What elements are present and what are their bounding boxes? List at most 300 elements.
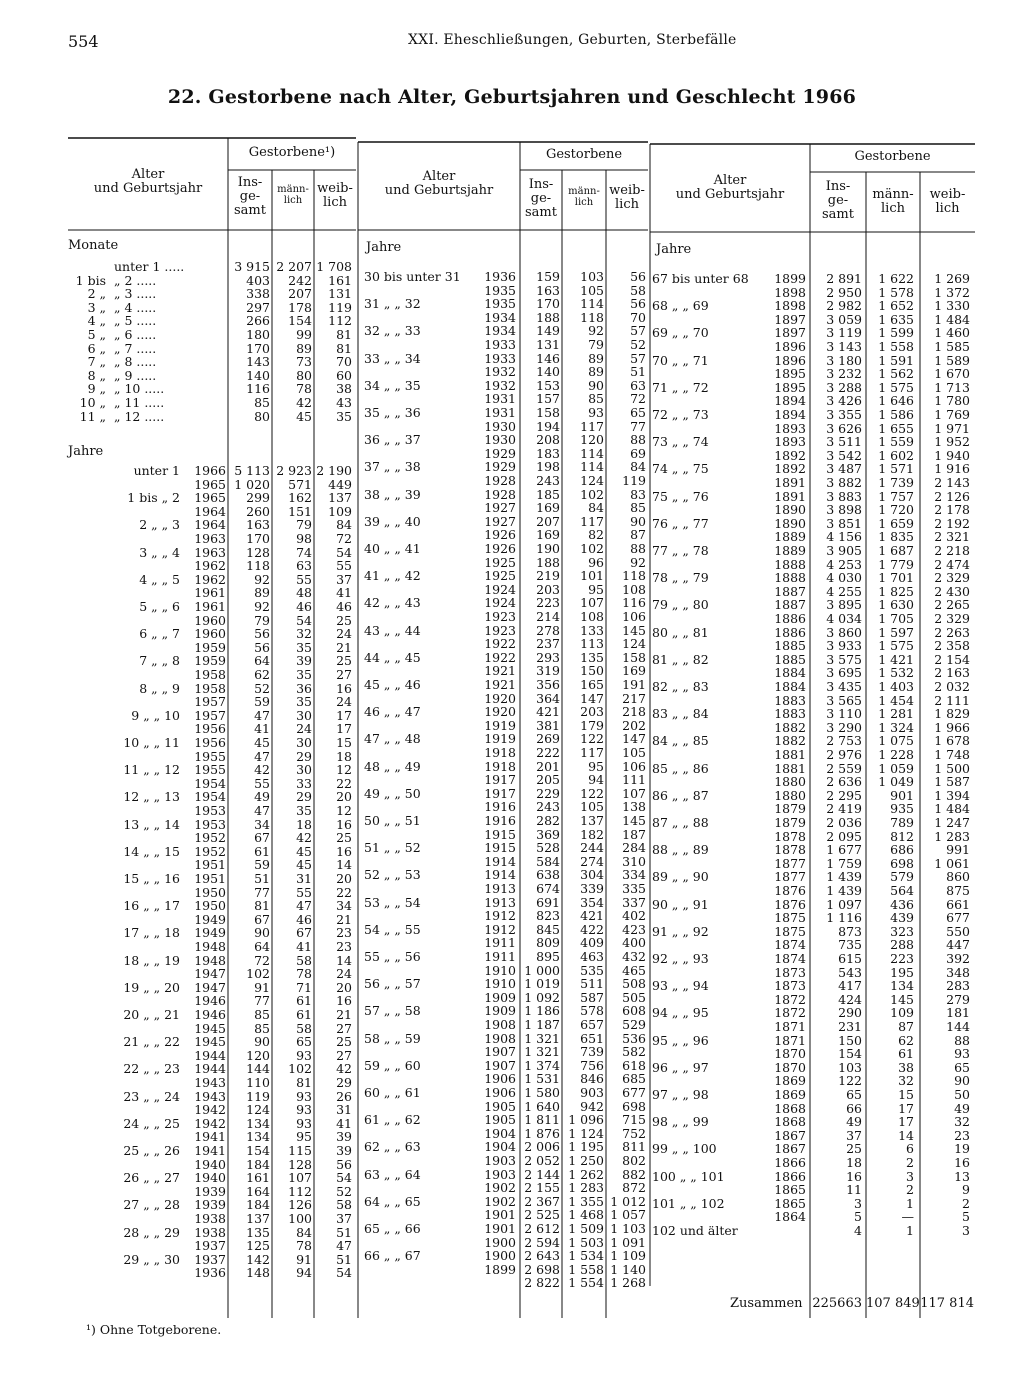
age-group: 81 „ „ 82 bbox=[652, 651, 709, 667]
male-cell: 6 bbox=[906, 1141, 914, 1157]
total-cell: 90 bbox=[254, 1034, 270, 1050]
total-cell: 3 288 bbox=[826, 379, 862, 395]
birth-year: 1893 bbox=[774, 434, 806, 450]
male-cell: 564 bbox=[890, 883, 914, 898]
birth-year: 1955 bbox=[194, 748, 226, 764]
total-cell: 3 933 bbox=[826, 638, 862, 654]
female-cell: 2 154 bbox=[934, 651, 970, 667]
table-row bbox=[358, 950, 648, 964]
male-cell: 1 558 bbox=[568, 1261, 604, 1277]
total-cell: 1 092 bbox=[524, 989, 560, 1005]
age-group: 99 „ „ 100 bbox=[652, 1141, 717, 1157]
table-row bbox=[650, 748, 975, 762]
male-cell: 1 532 bbox=[878, 665, 914, 681]
birth-year: 1918 bbox=[484, 745, 516, 760]
age-group: 55 „ „ 56 bbox=[364, 949, 421, 964]
male-cell: 135 bbox=[580, 649, 604, 665]
age-group: 27 „ „ 28 bbox=[123, 1197, 180, 1213]
male-cell: 117 bbox=[580, 513, 604, 529]
birth-year: 1872 bbox=[774, 991, 806, 1007]
total-cell: 2 525 bbox=[524, 1207, 560, 1223]
female-cell: 283 bbox=[946, 978, 970, 994]
total-cell: 1 439 bbox=[826, 869, 862, 885]
female-cell: 202 bbox=[622, 717, 646, 733]
female-cell: 447 bbox=[946, 937, 970, 953]
total-male: 107 849 bbox=[866, 1296, 920, 1311]
female-cell: 2 032 bbox=[934, 679, 970, 694]
male-cell: 2 923 bbox=[276, 463, 312, 478]
age-group: 96 „ „ 97 bbox=[652, 1059, 709, 1075]
table-row bbox=[650, 734, 975, 748]
male-cell: 182 bbox=[580, 826, 604, 842]
total-cell: 3 575 bbox=[826, 651, 862, 667]
male-cell: 151 bbox=[288, 503, 312, 519]
table-row bbox=[650, 1047, 975, 1061]
table-row bbox=[650, 422, 975, 436]
birth-year: 1887 bbox=[774, 583, 806, 599]
male-cell: 95 bbox=[588, 758, 604, 774]
section-years: Jahre bbox=[366, 240, 402, 255]
total-cell: 184 bbox=[246, 1197, 270, 1213]
female-cell: 698 bbox=[622, 1098, 646, 1114]
birth-year: 1877 bbox=[774, 869, 806, 885]
total-cell: 2 982 bbox=[826, 298, 862, 314]
female-cell: 16 bbox=[336, 816, 352, 832]
age-group: 9 „ „ 10 bbox=[131, 707, 180, 723]
male-cell: 935 bbox=[890, 801, 914, 817]
female-cell: 88 bbox=[630, 432, 646, 448]
male-cell: 1 655 bbox=[878, 420, 914, 436]
birth-year: 1961 bbox=[194, 585, 226, 601]
total-cell: 2 753 bbox=[826, 733, 862, 749]
female-cell: 88 bbox=[630, 541, 646, 556]
female-cell: 1 769 bbox=[934, 407, 970, 422]
birth-year: 1871 bbox=[774, 1032, 806, 1048]
birth-year: 1870 bbox=[774, 1046, 806, 1062]
male-cell: 65 bbox=[296, 1034, 312, 1050]
male-cell: 1 262 bbox=[568, 1166, 604, 1182]
table-row bbox=[358, 583, 648, 597]
total-cell: 3 915 bbox=[234, 259, 270, 274]
female-cell: 310 bbox=[622, 853, 646, 869]
birth-year: 1956 bbox=[194, 721, 226, 737]
total-cell: 421 bbox=[536, 704, 560, 720]
female-cell: 49 bbox=[954, 1100, 970, 1116]
age-group: 13 „ „ 14 bbox=[123, 816, 180, 832]
age-group: 62 „ „ 63 bbox=[364, 1139, 421, 1155]
female-cell: 802 bbox=[622, 1153, 646, 1168]
birth-year: 1876 bbox=[774, 896, 806, 912]
table-row bbox=[68, 1144, 356, 1158]
header-age: Alter und Geburtsjahr bbox=[384, 169, 494, 198]
birth-year: 1941 bbox=[194, 1129, 226, 1145]
total-cell: 3 180 bbox=[826, 352, 862, 368]
female-cell: 1 372 bbox=[934, 284, 970, 300]
birth-year: 1959 bbox=[194, 639, 226, 655]
total-cell: 4 253 bbox=[826, 556, 862, 572]
total-cell: 3 119 bbox=[826, 325, 862, 341]
birth-year: 1920 bbox=[484, 704, 516, 720]
female-cell: 392 bbox=[946, 951, 970, 966]
age-to: „ 8 ..... bbox=[114, 354, 157, 370]
male-cell: 61 bbox=[898, 1046, 914, 1062]
birth-year: 1947 bbox=[194, 966, 226, 982]
male-cell: 1 509 bbox=[568, 1221, 604, 1236]
female-cell: 618 bbox=[622, 1057, 646, 1073]
female-cell: 87 bbox=[630, 527, 646, 543]
birth-year: 1934 bbox=[484, 309, 516, 325]
male-cell: 1 554 bbox=[568, 1275, 604, 1291]
male-cell: 36 bbox=[296, 680, 312, 696]
total-cell: 59 bbox=[254, 857, 270, 873]
female-cell: 116 bbox=[622, 595, 646, 611]
age-group: 57 „ „ 58 bbox=[364, 1003, 421, 1019]
male-cell: 1 bbox=[906, 1195, 914, 1211]
male-cell: 54 bbox=[296, 612, 312, 628]
birth-year: 1899 bbox=[484, 1261, 516, 1277]
male-cell: 63 bbox=[296, 558, 312, 574]
birth-year: 1928 bbox=[484, 486, 516, 502]
total-cell: 203 bbox=[536, 581, 560, 597]
male-cell: 1 630 bbox=[878, 597, 914, 613]
age-group: 100 „ „ 101 bbox=[652, 1168, 725, 1184]
birth-year: 1877 bbox=[774, 855, 806, 871]
birth-year: 1890 bbox=[774, 502, 806, 518]
male-cell: 901 bbox=[890, 787, 914, 803]
table-row bbox=[68, 641, 356, 655]
table-row bbox=[68, 899, 356, 913]
female-cell: 2 126 bbox=[934, 488, 970, 504]
male-cell: 1 403 bbox=[878, 679, 914, 694]
age-group: 32 „ „ 33 bbox=[364, 323, 421, 339]
birth-year: 1938 bbox=[194, 1224, 226, 1240]
total-cell: 72 bbox=[254, 952, 270, 968]
birth-year: 1889 bbox=[774, 529, 806, 545]
birth-year: 1923 bbox=[484, 622, 516, 638]
total-cell: 4 030 bbox=[826, 570, 862, 586]
male-cell: 109 bbox=[890, 1005, 914, 1021]
male-cell: 67 bbox=[296, 925, 312, 941]
female-cell: 12 bbox=[336, 762, 352, 778]
male-cell: 178 bbox=[288, 299, 312, 315]
total-cell: 243 bbox=[536, 473, 560, 488]
table-row bbox=[650, 694, 975, 708]
table-row bbox=[358, 705, 648, 719]
table-row bbox=[650, 830, 975, 844]
table-row bbox=[358, 515, 648, 529]
table-row bbox=[358, 1276, 648, 1290]
table-row bbox=[68, 790, 356, 804]
age-to: „ 4 ..... bbox=[114, 299, 157, 315]
total-cell: 229 bbox=[536, 785, 560, 801]
birth-year: 1957 bbox=[194, 707, 226, 723]
table-row bbox=[68, 736, 356, 750]
table-row bbox=[68, 1035, 356, 1049]
female-cell: 1 713 bbox=[934, 379, 970, 395]
total-cell: 153 bbox=[536, 377, 560, 393]
table-row bbox=[68, 1253, 356, 1267]
total-cell: 140 bbox=[246, 367, 270, 383]
birth-year: 1895 bbox=[774, 366, 806, 382]
birth-year: 1951 bbox=[194, 857, 226, 873]
birth-year: 1893 bbox=[774, 420, 806, 436]
female-cell: 24 bbox=[336, 626, 352, 642]
male-cell: 45 bbox=[296, 857, 312, 873]
total-cell: 116 bbox=[246, 381, 270, 397]
female-cell: 1 269 bbox=[934, 271, 970, 286]
birth-year: 1881 bbox=[774, 747, 806, 762]
birth-year: 1874 bbox=[774, 937, 806, 953]
table-row bbox=[650, 544, 975, 558]
total-cell: 4 156 bbox=[826, 529, 862, 545]
age-group: 59 „ „ 60 bbox=[364, 1057, 421, 1073]
total-cell: 2 367 bbox=[524, 1193, 560, 1209]
birth-year: 1905 bbox=[484, 1098, 516, 1114]
female-cell: 2 163 bbox=[934, 665, 970, 681]
header-age: Alter und Geburtsjahr bbox=[93, 167, 203, 196]
female-cell: 118 bbox=[622, 568, 646, 584]
age-group: 23 „ „ 24 bbox=[123, 1088, 180, 1104]
total-cell: 64 bbox=[254, 653, 270, 669]
total-cell: 137 bbox=[246, 1211, 270, 1226]
header-deaths: Gestorbene bbox=[545, 147, 623, 162]
table-row bbox=[650, 639, 975, 653]
female-cell: 1 500 bbox=[934, 760, 970, 776]
table-row bbox=[68, 722, 356, 736]
header-male: männ- lich bbox=[568, 186, 600, 208]
female-cell: 41 bbox=[336, 585, 352, 601]
birth-year: 1870 bbox=[774, 1059, 806, 1075]
birth-year: 1919 bbox=[484, 731, 516, 747]
total-cell: 134 bbox=[246, 1129, 270, 1145]
total-cell: 142 bbox=[246, 1251, 270, 1267]
total-cell: 3 426 bbox=[826, 393, 862, 409]
table-row bbox=[358, 610, 648, 624]
header-female: weib- lich bbox=[317, 181, 353, 210]
male-cell: 242 bbox=[288, 272, 312, 288]
total-cell: 47 bbox=[254, 803, 270, 818]
male-cell: 1 559 bbox=[878, 434, 914, 450]
birth-year: 1966 bbox=[194, 463, 226, 478]
table-row bbox=[68, 573, 356, 587]
male-cell: 739 bbox=[580, 1044, 604, 1060]
table-row bbox=[68, 1049, 356, 1063]
birth-year: 1883 bbox=[774, 692, 806, 708]
table-row bbox=[68, 532, 356, 546]
age-group: 75 „ „ 76 bbox=[652, 488, 709, 504]
total-cell: 1 640 bbox=[524, 1098, 560, 1114]
birth-year: 1953 bbox=[194, 816, 226, 832]
female-cell: 108 bbox=[622, 581, 646, 597]
age-group: 86 „ „ 87 bbox=[652, 787, 709, 803]
female-cell: 449 bbox=[328, 476, 352, 492]
male-cell: 30 bbox=[296, 735, 312, 750]
birth-year: 1897 bbox=[774, 311, 806, 327]
table-row bbox=[358, 406, 648, 420]
total-cell: 81 bbox=[254, 898, 270, 914]
table-row bbox=[68, 668, 356, 682]
birth-year: 1919 bbox=[484, 717, 516, 733]
male-cell: 89 bbox=[588, 350, 604, 366]
birth-year: 1964 bbox=[194, 517, 226, 533]
total-cell: 5 bbox=[854, 1209, 862, 1225]
female-cell: 106 bbox=[622, 609, 646, 624]
female-cell: 811 bbox=[622, 1139, 646, 1155]
birth-year: 1965 bbox=[194, 476, 226, 492]
male-cell: 61 bbox=[296, 1007, 312, 1022]
header-total: Ins- ge- samt bbox=[234, 175, 266, 218]
total-cell: 2 822 bbox=[524, 1275, 560, 1291]
female-cell: 465 bbox=[622, 962, 646, 978]
table-row bbox=[650, 938, 975, 952]
birth-year: 1882 bbox=[774, 719, 806, 735]
male-cell: 46 bbox=[296, 599, 312, 614]
total-cell: 3 626 bbox=[826, 420, 862, 436]
birth-year: 1936 bbox=[484, 269, 516, 284]
total-cell: 2 144 bbox=[524, 1166, 560, 1182]
total-cell: 85 bbox=[254, 395, 270, 410]
male-cell: 1 534 bbox=[568, 1248, 604, 1264]
total-cell: 3 bbox=[854, 1195, 862, 1211]
birth-year: 1889 bbox=[774, 543, 806, 558]
total-cell: 64 bbox=[254, 939, 270, 954]
birth-year: 1864 bbox=[774, 1209, 806, 1225]
total-cell: 208 bbox=[536, 432, 560, 448]
total-cell: 170 bbox=[246, 531, 270, 546]
age-group: 95 „ „ 96 bbox=[652, 1032, 709, 1048]
total-cell: 16 bbox=[846, 1168, 862, 1184]
female-cell: 19 bbox=[954, 1141, 970, 1157]
table-row bbox=[358, 1181, 648, 1195]
male-cell: 62 bbox=[898, 1032, 914, 1048]
birth-year: 1960 bbox=[194, 612, 226, 628]
female-cell: 23 bbox=[336, 925, 352, 941]
birth-year: 1886 bbox=[774, 611, 806, 626]
male-cell: 1 075 bbox=[878, 733, 914, 749]
age-group: 37 „ „ 38 bbox=[364, 459, 421, 475]
female-cell: 2 178 bbox=[934, 502, 970, 518]
birth-year: 1878 bbox=[774, 842, 806, 858]
total-cell: 205 bbox=[536, 772, 560, 788]
total-cell: 146 bbox=[536, 350, 560, 366]
table-row bbox=[358, 923, 648, 937]
table-row bbox=[650, 272, 975, 286]
total-cell: 188 bbox=[536, 309, 560, 325]
birth-year: 1952 bbox=[194, 843, 226, 859]
male-cell: 35 bbox=[296, 803, 312, 818]
birth-year: 1867 bbox=[774, 1127, 806, 1143]
table-row bbox=[358, 1249, 648, 1263]
male-cell: 103 bbox=[580, 269, 604, 284]
female-cell: 39 bbox=[336, 1129, 352, 1145]
total-cell: 154 bbox=[246, 1143, 270, 1158]
table-row bbox=[68, 654, 356, 668]
table-row bbox=[358, 651, 648, 665]
table-row bbox=[68, 1198, 356, 1212]
total-cell: 56 bbox=[254, 626, 270, 642]
age-group: 6 „ „ 7 bbox=[139, 626, 180, 642]
running-header bbox=[68, 32, 964, 52]
header-total: Ins- ge- samt bbox=[822, 179, 854, 222]
total-cell: 1 876 bbox=[524, 1125, 560, 1141]
table-row bbox=[358, 664, 648, 678]
female-cell: 27 bbox=[336, 1047, 352, 1063]
male-cell: 409 bbox=[580, 935, 604, 951]
male-cell: 154 bbox=[288, 313, 312, 329]
table-row bbox=[68, 1103, 356, 1117]
female-cell: 58 bbox=[630, 282, 646, 298]
table-row bbox=[650, 1115, 975, 1129]
total-cell: 364 bbox=[536, 690, 560, 706]
male-cell: 1 835 bbox=[878, 529, 914, 545]
table-row bbox=[358, 760, 648, 774]
birth-year: 1944 bbox=[194, 1061, 226, 1077]
male-cell: 686 bbox=[890, 842, 914, 858]
birth-year: 1921 bbox=[484, 663, 516, 679]
total-cell: 37 bbox=[846, 1127, 862, 1143]
total-cell: 338 bbox=[246, 286, 270, 302]
female-cell: 84 bbox=[336, 517, 352, 533]
male-cell: 15 bbox=[898, 1087, 914, 1102]
total-cell: 297 bbox=[246, 299, 270, 315]
table-row bbox=[68, 777, 356, 791]
total-cell: 674 bbox=[536, 881, 560, 896]
birth-year: 1922 bbox=[484, 636, 516, 652]
birth-year: 1963 bbox=[194, 544, 226, 560]
total-female: 117 814 bbox=[920, 1296, 974, 1311]
table-row bbox=[650, 1034, 975, 1048]
table-row bbox=[68, 1212, 356, 1226]
table-row bbox=[68, 586, 356, 600]
total-cell: 823 bbox=[536, 908, 560, 924]
table-row bbox=[358, 814, 648, 828]
total-cell: 158 bbox=[536, 405, 560, 420]
birth-year: 1884 bbox=[774, 665, 806, 681]
total-cell: 55 bbox=[254, 775, 270, 791]
age-group: 74 „ „ 75 bbox=[652, 461, 709, 477]
total-cell: 3 898 bbox=[826, 502, 862, 518]
total-cell: 61 bbox=[254, 843, 270, 859]
female-cell: 1 091 bbox=[610, 1234, 646, 1250]
table-row bbox=[650, 299, 975, 313]
female-cell: 93 bbox=[954, 1046, 970, 1062]
male-cell: 92 bbox=[588, 323, 604, 339]
table-row bbox=[68, 1239, 356, 1253]
birth-year: 1895 bbox=[774, 379, 806, 395]
male-cell: 1 575 bbox=[878, 638, 914, 654]
section-years: Jahre bbox=[68, 444, 104, 459]
table-row bbox=[650, 476, 975, 490]
male-cell: 179 bbox=[580, 717, 604, 733]
female-cell: 279 bbox=[946, 991, 970, 1007]
birth-year: 1869 bbox=[774, 1087, 806, 1102]
table-row bbox=[68, 1130, 356, 1144]
table-row bbox=[358, 841, 648, 855]
table-row bbox=[68, 954, 356, 968]
total-cell: 122 bbox=[838, 1073, 862, 1089]
age-group: 64 „ „ 65 bbox=[364, 1193, 421, 1209]
female-cell: 39 bbox=[336, 1143, 352, 1158]
age-group: 58 „ „ 59 bbox=[364, 1030, 421, 1046]
male-cell: 58 bbox=[296, 952, 312, 968]
table-row bbox=[68, 1266, 356, 1280]
table-title: 22. Gestorbene nach Alter, Geburtsjahren und Geschlecht 1966 bbox=[167, 86, 857, 108]
male-cell: 112 bbox=[288, 1183, 312, 1199]
female-cell: 1 971 bbox=[934, 420, 970, 436]
male-cell: 94 bbox=[296, 1265, 312, 1281]
birth-year: 1884 bbox=[774, 679, 806, 694]
table-row bbox=[358, 773, 648, 787]
